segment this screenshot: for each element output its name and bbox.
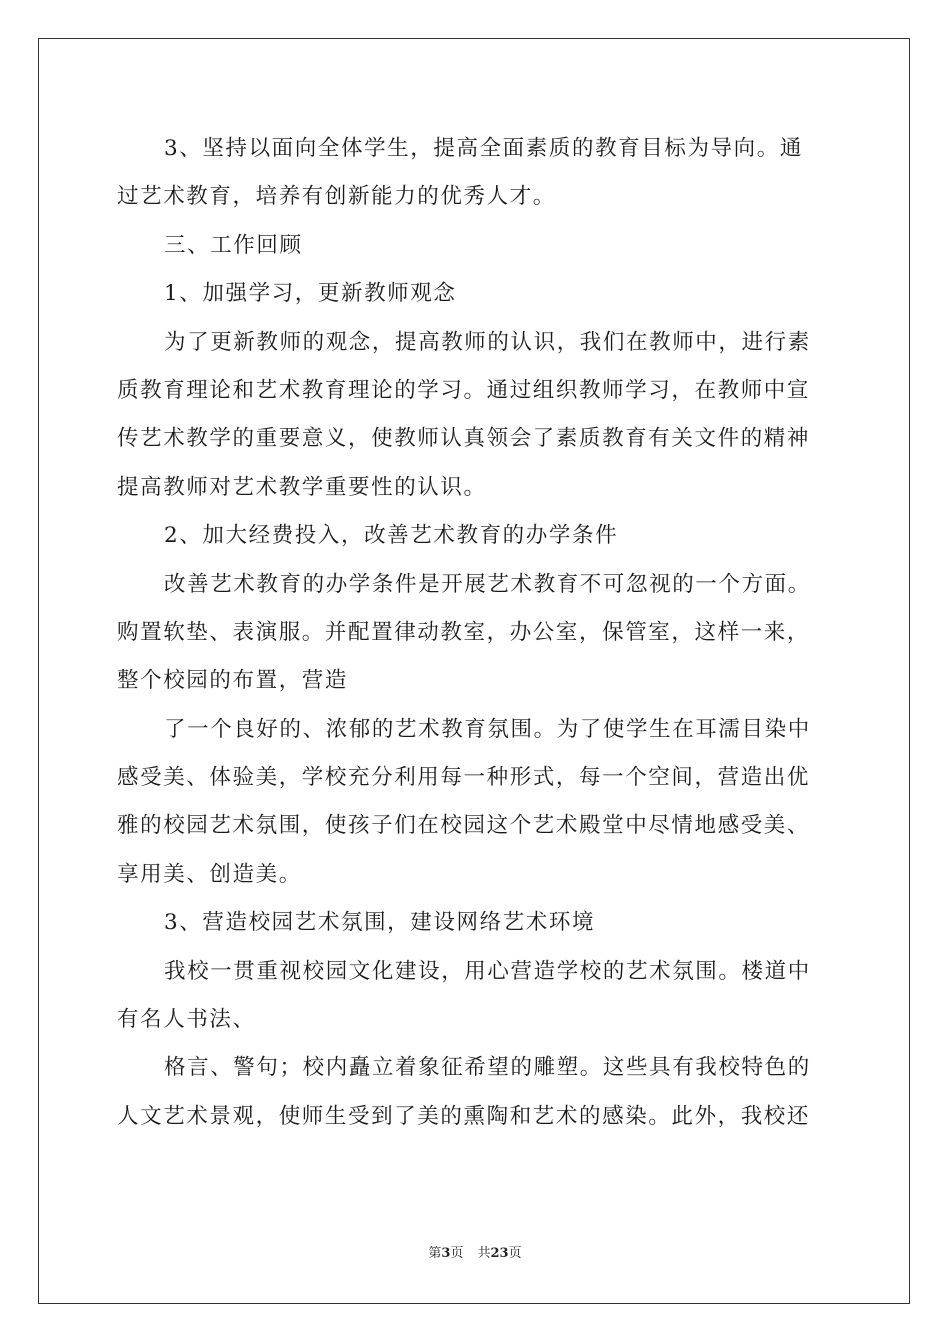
subsection-heading: 3、营造校园艺术氛围，建设网络艺术环境 bbox=[164, 910, 596, 936]
section-heading: 三、工作回顾 bbox=[164, 232, 303, 258]
text-line: 整个校园的布置，营造 bbox=[117, 668, 349, 694]
footer-page-unit: 页 bbox=[450, 1246, 464, 1261]
text-line: 雅的校园艺术氛围，使孩子们在校园这个艺术殿堂中尽情地感受美、 bbox=[117, 813, 811, 839]
text-line: 人文艺术景观，使师生受到了美的熏陶和艺术的感染。此外，我校还 bbox=[117, 1103, 811, 1129]
document-body bbox=[117, 125, 835, 1141]
text-line: 了一个良好的、浓郁的艺术教育氛围。为了使学生在耳濡目染中 bbox=[164, 716, 811, 742]
text-line: 传艺术教学的重要意义，使教师认真领会了素质教育有关文件的精神 bbox=[117, 426, 811, 452]
text-line: 过艺术教育，培养有创新能力的优秀人才。 bbox=[117, 184, 556, 210]
text-line: 改善艺术教育的办学条件是开展艺术教育不可忽视的一个方面。 bbox=[164, 571, 811, 597]
text-line: 有名人书法、 bbox=[117, 1007, 256, 1033]
text-line: 为了更新教师的观念，提高教师的认识，我们在教师中，进行素 bbox=[164, 329, 811, 355]
footer-prefix: 第 bbox=[428, 1246, 442, 1261]
subsection-heading: 2、加大经费投入，改善艺术教育的办学条件 bbox=[164, 523, 619, 549]
text-line: 购置软垫、表演服。并配置律动教室，办公室，保管室，这样一来， bbox=[117, 619, 811, 645]
text-line: 格言、警句；校内矗立着象征希望的雕塑。这些具有我校特色的 bbox=[164, 1055, 811, 1081]
text-line: 3、坚持以面向全体学生，提高全面素质的教育目标为导向。通 bbox=[164, 136, 803, 161]
text-line: 感受美、体验美，学校充分利用每一种形式，每一个空间，营造出优 bbox=[117, 765, 811, 791]
current-page-number: 3 bbox=[441, 1246, 451, 1261]
text-line: 提高教师对艺术教学重要性的认识。 bbox=[117, 474, 487, 500]
footer-total-prefix: 共 bbox=[477, 1246, 491, 1261]
total-page-count: 23 bbox=[490, 1246, 509, 1261]
page-footer bbox=[0, 1242, 950, 1261]
text-line: 我校一贯重视校园文化建设，用心营造学校的艺术氛围。楼道中 bbox=[164, 958, 811, 984]
text-line: 质教育理论和艺术教育理论的学习。通过组织教师学习，在教师中宣 bbox=[117, 377, 811, 403]
footer-total-unit: 页 bbox=[508, 1246, 522, 1261]
text-line: 享用美、创造美。 bbox=[117, 861, 302, 887]
subsection-heading: 1、加强学习，更新教师观念 bbox=[164, 281, 457, 307]
